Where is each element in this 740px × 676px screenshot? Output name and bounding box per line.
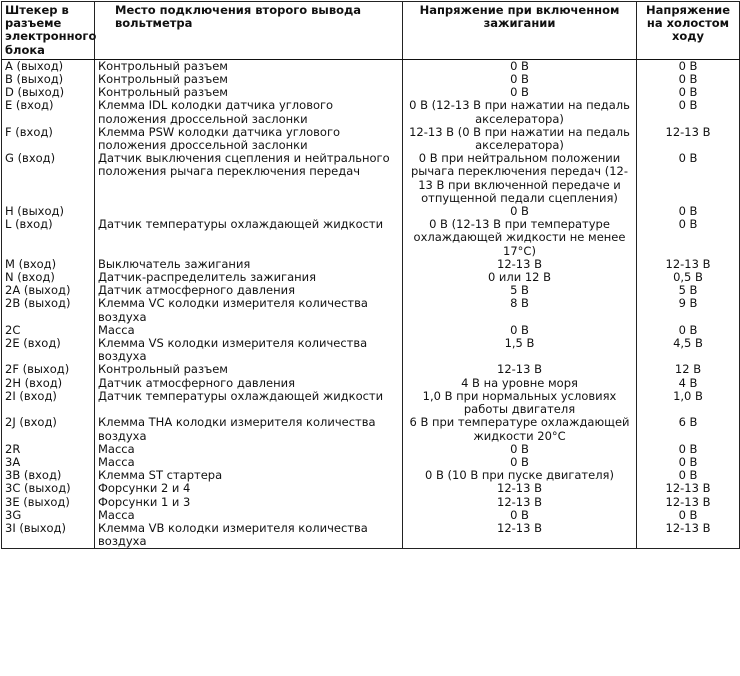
ignition-cell: 0 В (12-13 В при температуре охлаждающей жидкости не менее 17°С) xyxy=(403,218,637,258)
idle-cell: 0 В xyxy=(637,509,740,522)
location-cell: Форсунки 2 и 4 xyxy=(95,482,403,495)
location-cell: Клемма VC колодки измерителя количества воздуха xyxy=(95,297,403,323)
idle-cell: 12-13 В xyxy=(637,496,740,509)
location-cell: Клемма PSW колодки датчика углового положения дроссельной заслонки xyxy=(95,126,403,152)
pin-cell: 2C xyxy=(2,324,95,337)
idle-cell: 0 В xyxy=(637,86,740,99)
ignition-cell: 0 В xyxy=(403,86,637,99)
pin-cell: 2H (вход) xyxy=(2,377,95,390)
idle-cell: 0 В xyxy=(637,73,740,86)
pin-cell: N (вход) xyxy=(2,271,95,284)
pin-cell: G (вход) xyxy=(2,152,95,205)
ignition-cell: 1,0 В при нормальных условиях работы двигателя xyxy=(403,390,637,416)
table-row xyxy=(2,218,740,258)
pin-cell: 2F (выход) xyxy=(2,363,95,376)
location-cell: Масса xyxy=(95,456,403,469)
pin-cell: M (вход) xyxy=(2,258,95,271)
table-row xyxy=(2,482,740,495)
ignition-cell: 12-13 В xyxy=(403,258,637,271)
table-row xyxy=(2,99,740,125)
idle-cell: 12-13 В xyxy=(637,126,740,152)
idle-cell: 0 В xyxy=(637,469,740,482)
location-cell: Датчик выключения сцепления и нейтрального положения рычага переключения передач xyxy=(95,152,403,205)
ignition-cell: 0 или 12 В xyxy=(403,271,637,284)
idle-cell: 12-13 В xyxy=(637,258,740,271)
table-row xyxy=(2,416,740,442)
header-location: Место подключения второго вывода вольтметра xyxy=(95,2,403,60)
pin-cell: 3I (выход) xyxy=(2,522,95,549)
location-cell: Клемма IDL колодки датчика углового положения дроссельной заслонки xyxy=(95,99,403,125)
pin-cell: F (вход) xyxy=(2,126,95,152)
pin-cell: D (выход) xyxy=(2,86,95,99)
ignition-cell: 1,5 В xyxy=(403,337,637,363)
table-row xyxy=(2,152,740,205)
ignition-cell: 0 В xyxy=(403,443,637,456)
ignition-cell: 12-13 В xyxy=(403,522,637,549)
table-body xyxy=(2,59,740,549)
pin-cell: 3A xyxy=(2,456,95,469)
ignition-cell: 0 В xyxy=(403,509,637,522)
table-row xyxy=(2,390,740,416)
pin-cell: 3B (вход) xyxy=(2,469,95,482)
ignition-cell: 0 В при нейтральном положении рычага переключения передач (12-13 В при включенной передаче и отпущенной педали сцепления) xyxy=(403,152,637,205)
location-cell: Масса xyxy=(95,443,403,456)
header-pin: Штекер в разъеме электронного блока xyxy=(2,2,95,60)
location-cell: Контрольный разъем xyxy=(95,73,403,86)
pin-cell: 2I (вход) xyxy=(2,390,95,416)
location-cell: Масса xyxy=(95,509,403,522)
table-row xyxy=(2,297,740,323)
pin-cell: H (выход) xyxy=(2,205,95,218)
idle-cell: 12-13 В xyxy=(637,522,740,549)
idle-cell: 4,5 В xyxy=(637,337,740,363)
pin-cell: 3G xyxy=(2,509,95,522)
pin-cell: 2J (вход) xyxy=(2,416,95,442)
ignition-cell: 12-13 В xyxy=(403,363,637,376)
table-row xyxy=(2,522,740,549)
idle-cell: 0 В xyxy=(637,152,740,205)
idle-cell: 0 В xyxy=(637,99,740,125)
idle-cell: 0 В xyxy=(637,59,740,73)
location-cell: Датчик атмосферного давления xyxy=(95,377,403,390)
idle-cell: 5 В xyxy=(637,284,740,297)
idle-cell: 9 В xyxy=(637,297,740,323)
ignition-cell: 12-13 В (0 В при нажатии на педаль акселератора) xyxy=(403,126,637,152)
idle-cell: 6 В xyxy=(637,416,740,442)
ignition-cell: 12-13 В xyxy=(403,482,637,495)
pin-cell: A (выход) xyxy=(2,59,95,73)
ignition-cell: 8 В xyxy=(403,297,637,323)
header-row xyxy=(2,2,740,60)
pin-cell: L (вход) xyxy=(2,218,95,258)
ignition-cell: 0 В xyxy=(403,73,637,86)
ignition-cell: 4 В на уровне моря xyxy=(403,377,637,390)
pin-cell: 3E (выход) xyxy=(2,496,95,509)
pin-cell: 3C (выход) xyxy=(2,482,95,495)
ignition-cell: 0 В (12-13 В при нажатии на педаль акселератора) xyxy=(403,99,637,125)
location-cell: Датчик-распределитель зажигания xyxy=(95,271,403,284)
idle-cell: 0 В xyxy=(637,443,740,456)
location-cell: Клемма VS колодки измерителя количества воздуха xyxy=(95,337,403,363)
location-cell: Масса xyxy=(95,324,403,337)
location-cell: Выключатель зажигания xyxy=(95,258,403,271)
ignition-cell: 0 В (10 В при пуске двигателя) xyxy=(403,469,637,482)
location-cell: Датчик температуры охлаждающей жидкости xyxy=(95,218,403,258)
location-cell: Клемма VB колодки измерителя количества воздуха xyxy=(95,522,403,549)
location-cell: Форсунки 1 и 3 xyxy=(95,496,403,509)
location-cell: Датчик температуры охлаждающей жидкости xyxy=(95,390,403,416)
pin-cell: 2E (вход) xyxy=(2,337,95,363)
table-row xyxy=(2,126,740,152)
location-cell: Датчик атмосферного давления xyxy=(95,284,403,297)
ignition-cell: 12-13 В xyxy=(403,496,637,509)
ignition-cell: 6 В при температуре охлаждающей жидкости 20°С xyxy=(403,416,637,442)
location-cell: Контрольный разъем xyxy=(95,363,403,376)
table-row xyxy=(2,337,740,363)
idle-cell: 0 В xyxy=(637,324,740,337)
pin-cell: B (выход) xyxy=(2,73,95,86)
idle-cell: 0 В xyxy=(637,456,740,469)
location-cell: Клемма ST стартера xyxy=(95,469,403,482)
pin-cell: 2B (выход) xyxy=(2,297,95,323)
table-row xyxy=(2,496,740,509)
ignition-cell: 5 В xyxy=(403,284,637,297)
idle-cell: 12-13 В xyxy=(637,482,740,495)
table-row xyxy=(2,59,740,73)
pin-cell: 2R xyxy=(2,443,95,456)
location-cell: Контрольный разъем xyxy=(95,59,403,73)
ignition-cell: 0 В xyxy=(403,205,637,218)
location-cell: Клемма THA колодки измерителя количества воздуха xyxy=(95,416,403,442)
pin-cell: E (вход) xyxy=(2,99,95,125)
header-ignition-on: Напряжение при включенном зажигании xyxy=(403,2,637,60)
idle-cell: 0 В xyxy=(637,205,740,218)
pin-cell: 2A (выход) xyxy=(2,284,95,297)
idle-cell: 0 В xyxy=(637,218,740,258)
idle-cell: 1,0 В xyxy=(637,390,740,416)
table-row xyxy=(2,377,740,390)
table-row xyxy=(2,363,740,376)
idle-cell: 4 В xyxy=(637,377,740,390)
idle-cell: 0,5 В xyxy=(637,271,740,284)
idle-cell: 12 В xyxy=(637,363,740,376)
table-row xyxy=(2,443,740,456)
table-row xyxy=(2,509,740,522)
header-idle: Напряжение на холостом ходу xyxy=(637,2,740,60)
ignition-cell: 0 В xyxy=(403,324,637,337)
location-cell: Контрольный разъем xyxy=(95,86,403,99)
ignition-cell: 0 В xyxy=(403,59,637,73)
ignition-cell: 0 В xyxy=(403,456,637,469)
voltage-table xyxy=(1,1,740,549)
